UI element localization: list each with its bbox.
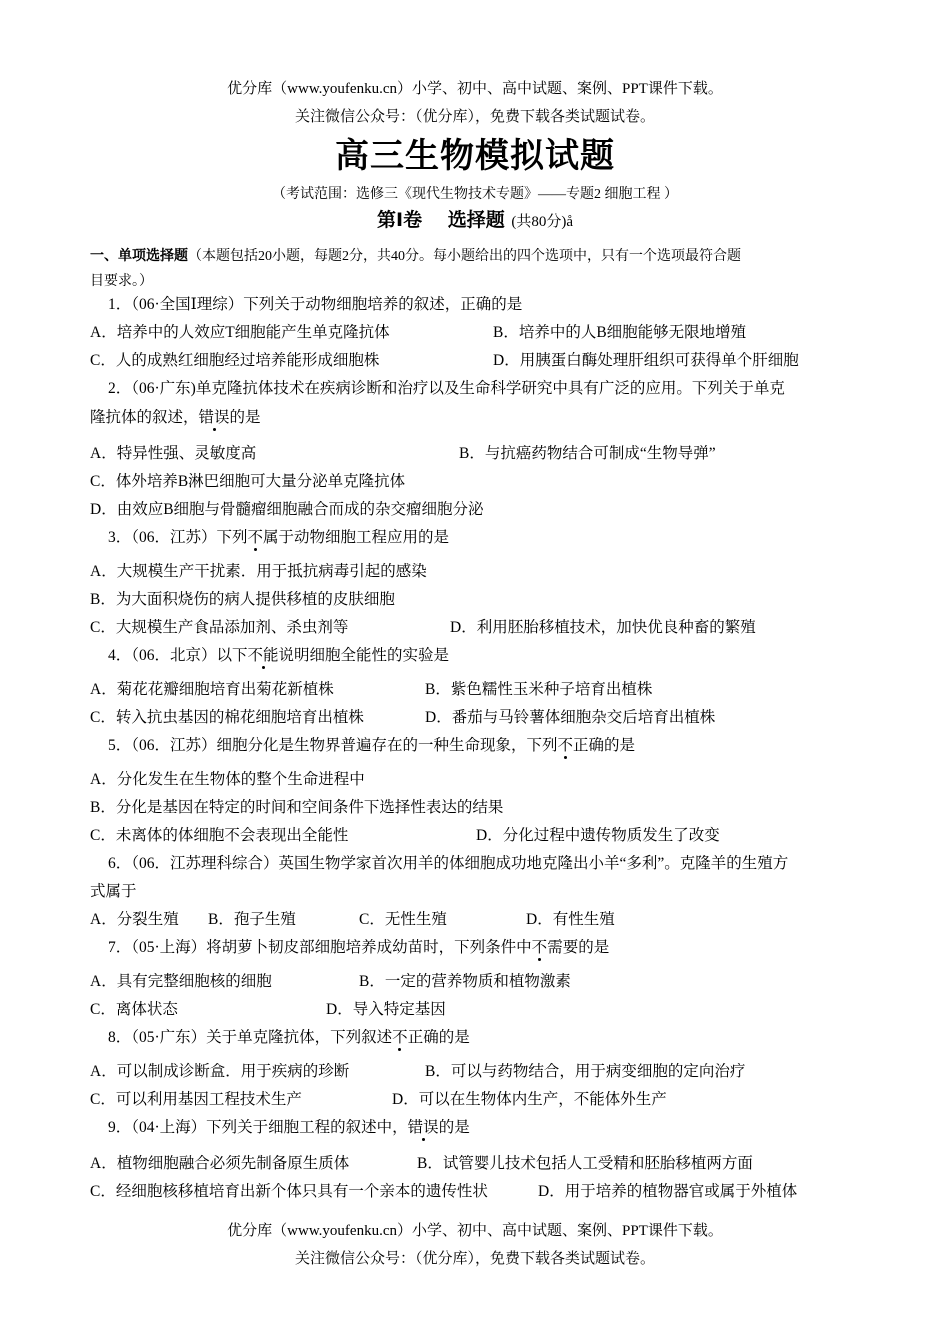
page-title: 高三生物模拟试题: [335, 136, 615, 176]
q8-stem-a: 8．（05·广东）关于单克隆抗体，下列叙述: [108, 1029, 393, 1046]
q3-option-b: B．为大面积烧伤的病人提供移植的皮肤细胞: [90, 591, 395, 608]
q2-emphasis: 错误: [198, 409, 230, 426]
q5-stem: [108, 733, 635, 755]
exam-scope: （考试范围：选修三《现代生物技术专题》——专题2 细胞工程 ）: [272, 187, 678, 202]
q8-stem-b: 正确的是: [407, 1029, 470, 1046]
q3-stem: [108, 525, 449, 547]
q6-option-c: C．无性生殖: [359, 911, 447, 928]
q6-option-b: B．孢子生殖: [208, 911, 296, 928]
q9-stem-b: 的是: [438, 1119, 470, 1136]
q3-emphasis: 不: [247, 529, 264, 546]
q3-stem-b: 属于动物细胞工程应用的是: [263, 529, 450, 546]
q7-emphasis: 不: [531, 939, 548, 956]
q1-option-c: C．人的成熟红细胞经过培养能形成细胞株: [90, 352, 380, 369]
q4-emphasis: 不能: [247, 647, 279, 664]
q2-option-c: C．体外培养B淋巴细胞可大量分泌单克隆抗体: [90, 473, 406, 490]
footer-line-1: 优分库（www.youfenku.cn）小学、初中、高中试题、案例、PPT课件下载。: [227, 1223, 723, 1239]
q7-option-d: D．导入特定基因: [326, 1001, 446, 1018]
q6-option-d: D．有性生殖: [526, 911, 615, 928]
q7-stem-b: 需要的是: [547, 939, 610, 956]
q2-option-b: B．与抗癌药物结合可制成“生物导弹”: [459, 445, 716, 462]
q9-option-a: A．植物细胞融合必须先制备原生质体: [90, 1155, 350, 1172]
q3-option-d: D．利用胚胎移植技术，加快优良种畜的繁殖: [450, 619, 756, 636]
q4-option-a: A．菊花花瓣细胞培育出菊花新植株: [90, 681, 334, 698]
q7-stem: [108, 935, 609, 957]
q8-option-c: C．可以利用基因工程技术生产: [90, 1091, 302, 1108]
q4-stem-b: 说明细胞全能性的实验是: [278, 647, 450, 664]
q9-option-c: C．经细胞核移植培育出新个体只具有一个亲本的遗传性状: [90, 1183, 488, 1200]
q6-stem-2: 式属于: [90, 883, 137, 900]
footer-line-2: 关注微信公众号：（优分库），免费下载各类试题试卷。: [294, 1251, 655, 1267]
q6-option-a: A．分裂生殖: [90, 911, 179, 928]
q7-option-a: A．具有完整细胞核的细胞: [90, 973, 272, 990]
q1-option-a: A．培养中的人效应T细胞能产生单克隆抗体: [90, 324, 390, 341]
q9-option-d: D．用于培养的植物器官或属于外植体: [538, 1183, 798, 1200]
q5-emphasis: 不: [557, 737, 574, 754]
q7-stem-a: 7．（05·上海）将胡萝卜韧皮部细胞培养成幼苗时，下列条件中: [108, 939, 532, 956]
q1-option-d: D．用胰蛋白酶处理肝组织可获得单个肝细胞: [493, 352, 799, 369]
q9-option-b: B．试管婴儿技术包括人工受精和胚胎移植两方面: [417, 1155, 753, 1172]
q5-stem-a: 5．（06．江苏）细胞分化是生物界普遍存在的一种生命现象，下列: [108, 737, 558, 754]
part-heading: [0, 205, 950, 232]
q2-option-d: D．由效应B细胞与骨髓瘤细胞融合而成的杂交瘤细胞分泌: [90, 501, 484, 518]
q5-option-b: B．分化是基因在特定的时间和空间条件下选择性表达的结果: [90, 799, 504, 816]
q3-option-c: C．大规模生产食品添加剂、杀虫剂等: [90, 619, 349, 636]
section-title: 一、单项选择题: [90, 248, 188, 264]
q8-emphasis: 不: [392, 1029, 408, 1046]
q8-option-d: D．可以在生物体内生产，不能体外生产: [392, 1091, 667, 1108]
q5-stem-b: 正确的是: [573, 737, 636, 754]
q2-option-a: A．特异性强、灵敏度高: [90, 445, 257, 462]
header-line-2: 关注微信公众号：（优分库），免费下载各类试题试卷。: [294, 109, 655, 125]
q2-stem-2a: 隆抗体的叙述，: [90, 409, 199, 426]
q5-option-c: C．未离体的体细胞不会表现出全能性: [90, 827, 349, 844]
section-heading: [90, 245, 741, 265]
q9-emphasis: 错误: [407, 1119, 439, 1136]
q9-stem: [108, 1115, 470, 1137]
q8-stem: [108, 1025, 470, 1047]
q5-option-d: D．分化过程中遗传物质发生了改变: [476, 827, 720, 844]
q7-option-b: B．一定的营养物质和植物激素: [359, 973, 571, 990]
q8-option-a: A．可以制成诊断盒．用于疾病的珍断: [90, 1063, 350, 1080]
q9-stem-a: 9．（04·上海）下列关于细胞工程的叙述中，: [108, 1119, 408, 1136]
q8-option-b: B．可以与药物结合，用于病变细胞的定向治疗: [425, 1063, 746, 1080]
q2-stem-2b: 的是: [229, 409, 261, 426]
part-label: 第Ⅰ卷 选择题: [377, 209, 505, 231]
part-note: (共80分)å: [511, 214, 573, 230]
section-note-2: 目要求。）: [90, 274, 153, 289]
q4-stem: [108, 643, 449, 665]
q3-stem-a: 3．（06．江苏）下列: [108, 529, 248, 546]
q4-option-c: C．转入抗虫基因的棉花细胞培育出植株: [90, 709, 364, 726]
q2-stem-2: [90, 405, 261, 427]
q4-option-d: D．番茄与马铃薯体细胞杂交后培育出植株: [425, 709, 716, 726]
section-note-1: （本题包括20小题，每题2分，共40分。每小题给出的四个选项中，只有一个选项最符合题: [188, 249, 741, 264]
q3-option-a: A．大规模生产干扰素．用于抵抗病毒引起的感染: [90, 563, 427, 580]
q6-stem-1: 6．（06．江苏理科综合）英国生物学家首次用羊的体细胞成功地克隆出小羊“多利”。克隆羊的生殖方: [108, 855, 789, 872]
header-line-1: 优分库（www.youfenku.cn）小学、初中、高中试题、案例、PPT课件下载。: [227, 81, 723, 97]
q5-option-a: A．分化发生在生物体的整个生命进程中: [90, 771, 365, 788]
q4-option-b: B．紫色糯性玉米种子培育出植株: [425, 681, 653, 698]
q2-stem-1: 2．（06·广东)单克隆抗体技术在疾病诊断和治疗以及生命科学研究中具有广泛的应用。下列关于单克: [108, 380, 785, 397]
q1-stem: 1．（06·全国Ⅰ理综）下列关于动物细胞培养的叙述，正确的是: [108, 296, 523, 313]
q4-stem-a: 4．（06．北京）以下: [108, 647, 248, 664]
q7-option-c: C．离体状态: [90, 1001, 178, 1018]
q1-option-b: B．培养中的人B细胞能够无限地增殖: [493, 324, 747, 341]
